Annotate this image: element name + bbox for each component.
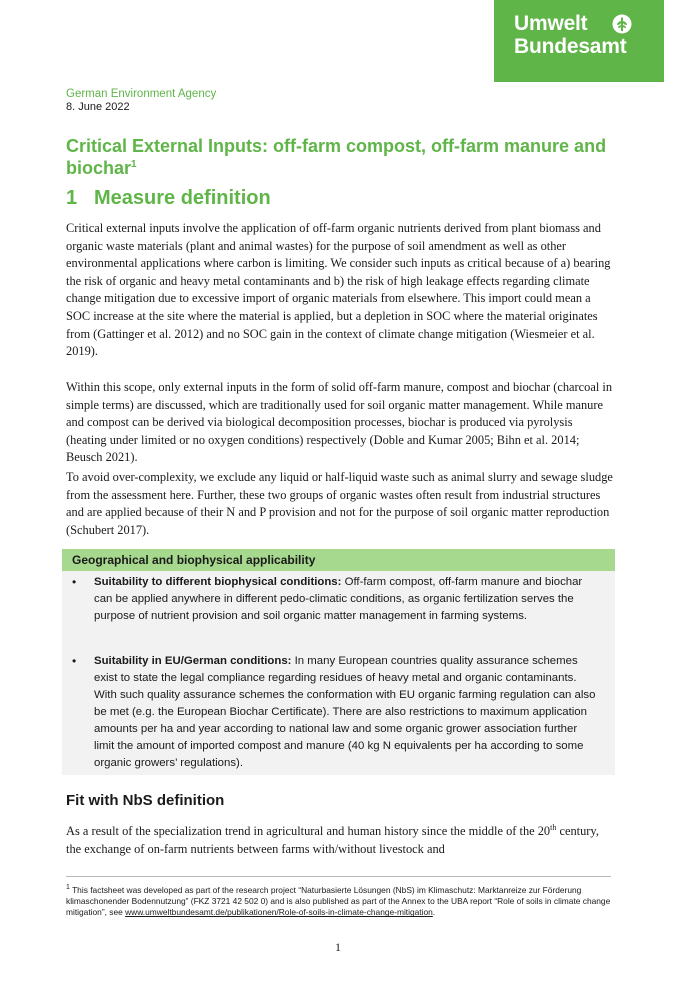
applicability-box-header: Geographical and biophysical applicability bbox=[62, 549, 615, 571]
paragraph-2: Within this scope, only external inputs in the form of solid off-farm manure, compost and biochar (charcoal in simple terms) are discussed, which are traditionally used for soil organic matter management. While manure and compost can be derived via biological decomposition processes, biochar is produced via pyrolysis (heating under limited or no oxygen conditions) respectively (Doble and Kumar 2005; Bihn et al. 2014; Beusch 2021). bbox=[66, 380, 613, 465]
bullet-icon: • bbox=[72, 654, 77, 668]
paragraph-nbs-end: century, the exchange of on-farm nutrients between farms with/without livestock and bbox=[66, 824, 599, 856]
title-footnote-ref[interactable]: 1 bbox=[131, 159, 137, 170]
section-title: Measure definition bbox=[94, 187, 271, 209]
bullet-label: Suitability in EU/German conditions: bbox=[94, 655, 292, 667]
footnote-link[interactable]: www.umweltbundesamt.de/publikationen/Role-of-soils-in-climate-change-mitigation bbox=[125, 907, 433, 918]
section-number: 1 bbox=[66, 187, 78, 209]
logo-line-2: Bundesamt bbox=[514, 35, 627, 58]
footnote-divider bbox=[66, 876, 611, 877]
paragraph-1: Critical external inputs involve the application of off-farm organic nutrients derived from plant biomass and organic waste materials (plant and animal wastes) for the purpose of soil amendment as well as other environmental applications where carbon is limiting. We consider such inputs as critical because of a) bearing the risk of organic and heavy metal contaminants and b) the risk of high leakage effects regarding climate change mitigation due to excessive import of organic materials from elsewhere. This import could mean a SOC increase at the site where the material is applied, but a depletion in SOC where the material originates from (Gattinger et al. 2012) and no SOC gain in the context of climate change mitigation (Wiesmeier et al. 2019). bbox=[66, 221, 611, 359]
document-title bbox=[66, 135, 626, 179]
bullet-label: Suitability to different biophysical conditions: bbox=[94, 576, 342, 588]
uba-tree-icon bbox=[612, 14, 632, 34]
paragraph-3: To avoid over-complexity, we exclude any liquid or half-liquid waste such as animal slurry and sewage sludge from the assessment here. Further, these two groups of organic wastes often result from industrial structures and are applied because of their N and P provision and not for the purpose of soil organic matter reproduction (Schubert 2017). bbox=[66, 470, 613, 537]
paragraph-nbs-start: As a result of the specialization trend in agricultural and human history since the middle of the 20 bbox=[66, 824, 551, 839]
bullet-icon: • bbox=[72, 575, 77, 589]
footnote-end: . bbox=[432, 907, 436, 918]
paragraph-nbs bbox=[66, 819, 614, 858]
logo-line-1: Umwelt bbox=[514, 12, 588, 35]
footnote bbox=[66, 882, 611, 919]
section-heading bbox=[66, 187, 271, 210]
page-number: 1 bbox=[335, 940, 341, 954]
footnote-marker: 1 bbox=[66, 884, 70, 891]
applicability-box bbox=[62, 549, 615, 775]
umweltbundesamt-logo bbox=[494, 0, 664, 82]
ordinal-superscript: th bbox=[550, 823, 557, 832]
agency-name: German Environment Agency bbox=[66, 88, 217, 100]
document-date: 8. June 2022 bbox=[66, 101, 130, 113]
footnote-text: This factsheet was developed as part of the research project “Naturbasierte Lösungen (NbS) im Klimaschutz: Marktanreize zur Förderung klimaschonender Bodennutzung” (FKZ 3721 42 502 0) and is also published as part of the Annex to the UBA report “Role of soils in climate change mitigation”, see bbox=[66, 884, 611, 918]
subsection-heading: Fit with NbS definition bbox=[66, 792, 225, 809]
bullet-text: In many European countries quality assurance schemes exist to state the legal compliance regarding residues of heavy metal and organic contaminants. With such quality assurance schemes the conformation with EU organic farming regulation can also be met (e.g. the European Biochar Certificate). There are also restrictions to maximum application amounts per ha and year according to national law and some organic grower association further limit the amount of imported compost and manure (40 kg N equivalents per ha according to some organic growers’ regulations). bbox=[94, 655, 596, 769]
title-text: Critical External Inputs: off-farm compost, off-farm manure and biochar bbox=[66, 136, 607, 178]
bullet-text: Off-farm compost, off-farm manure and biochar can be applied anywhere in different pedo-climatic conditions, as organic fertilization serves the purpose of nutrient provision and soil organic matter management in farming systems. bbox=[94, 576, 583, 622]
